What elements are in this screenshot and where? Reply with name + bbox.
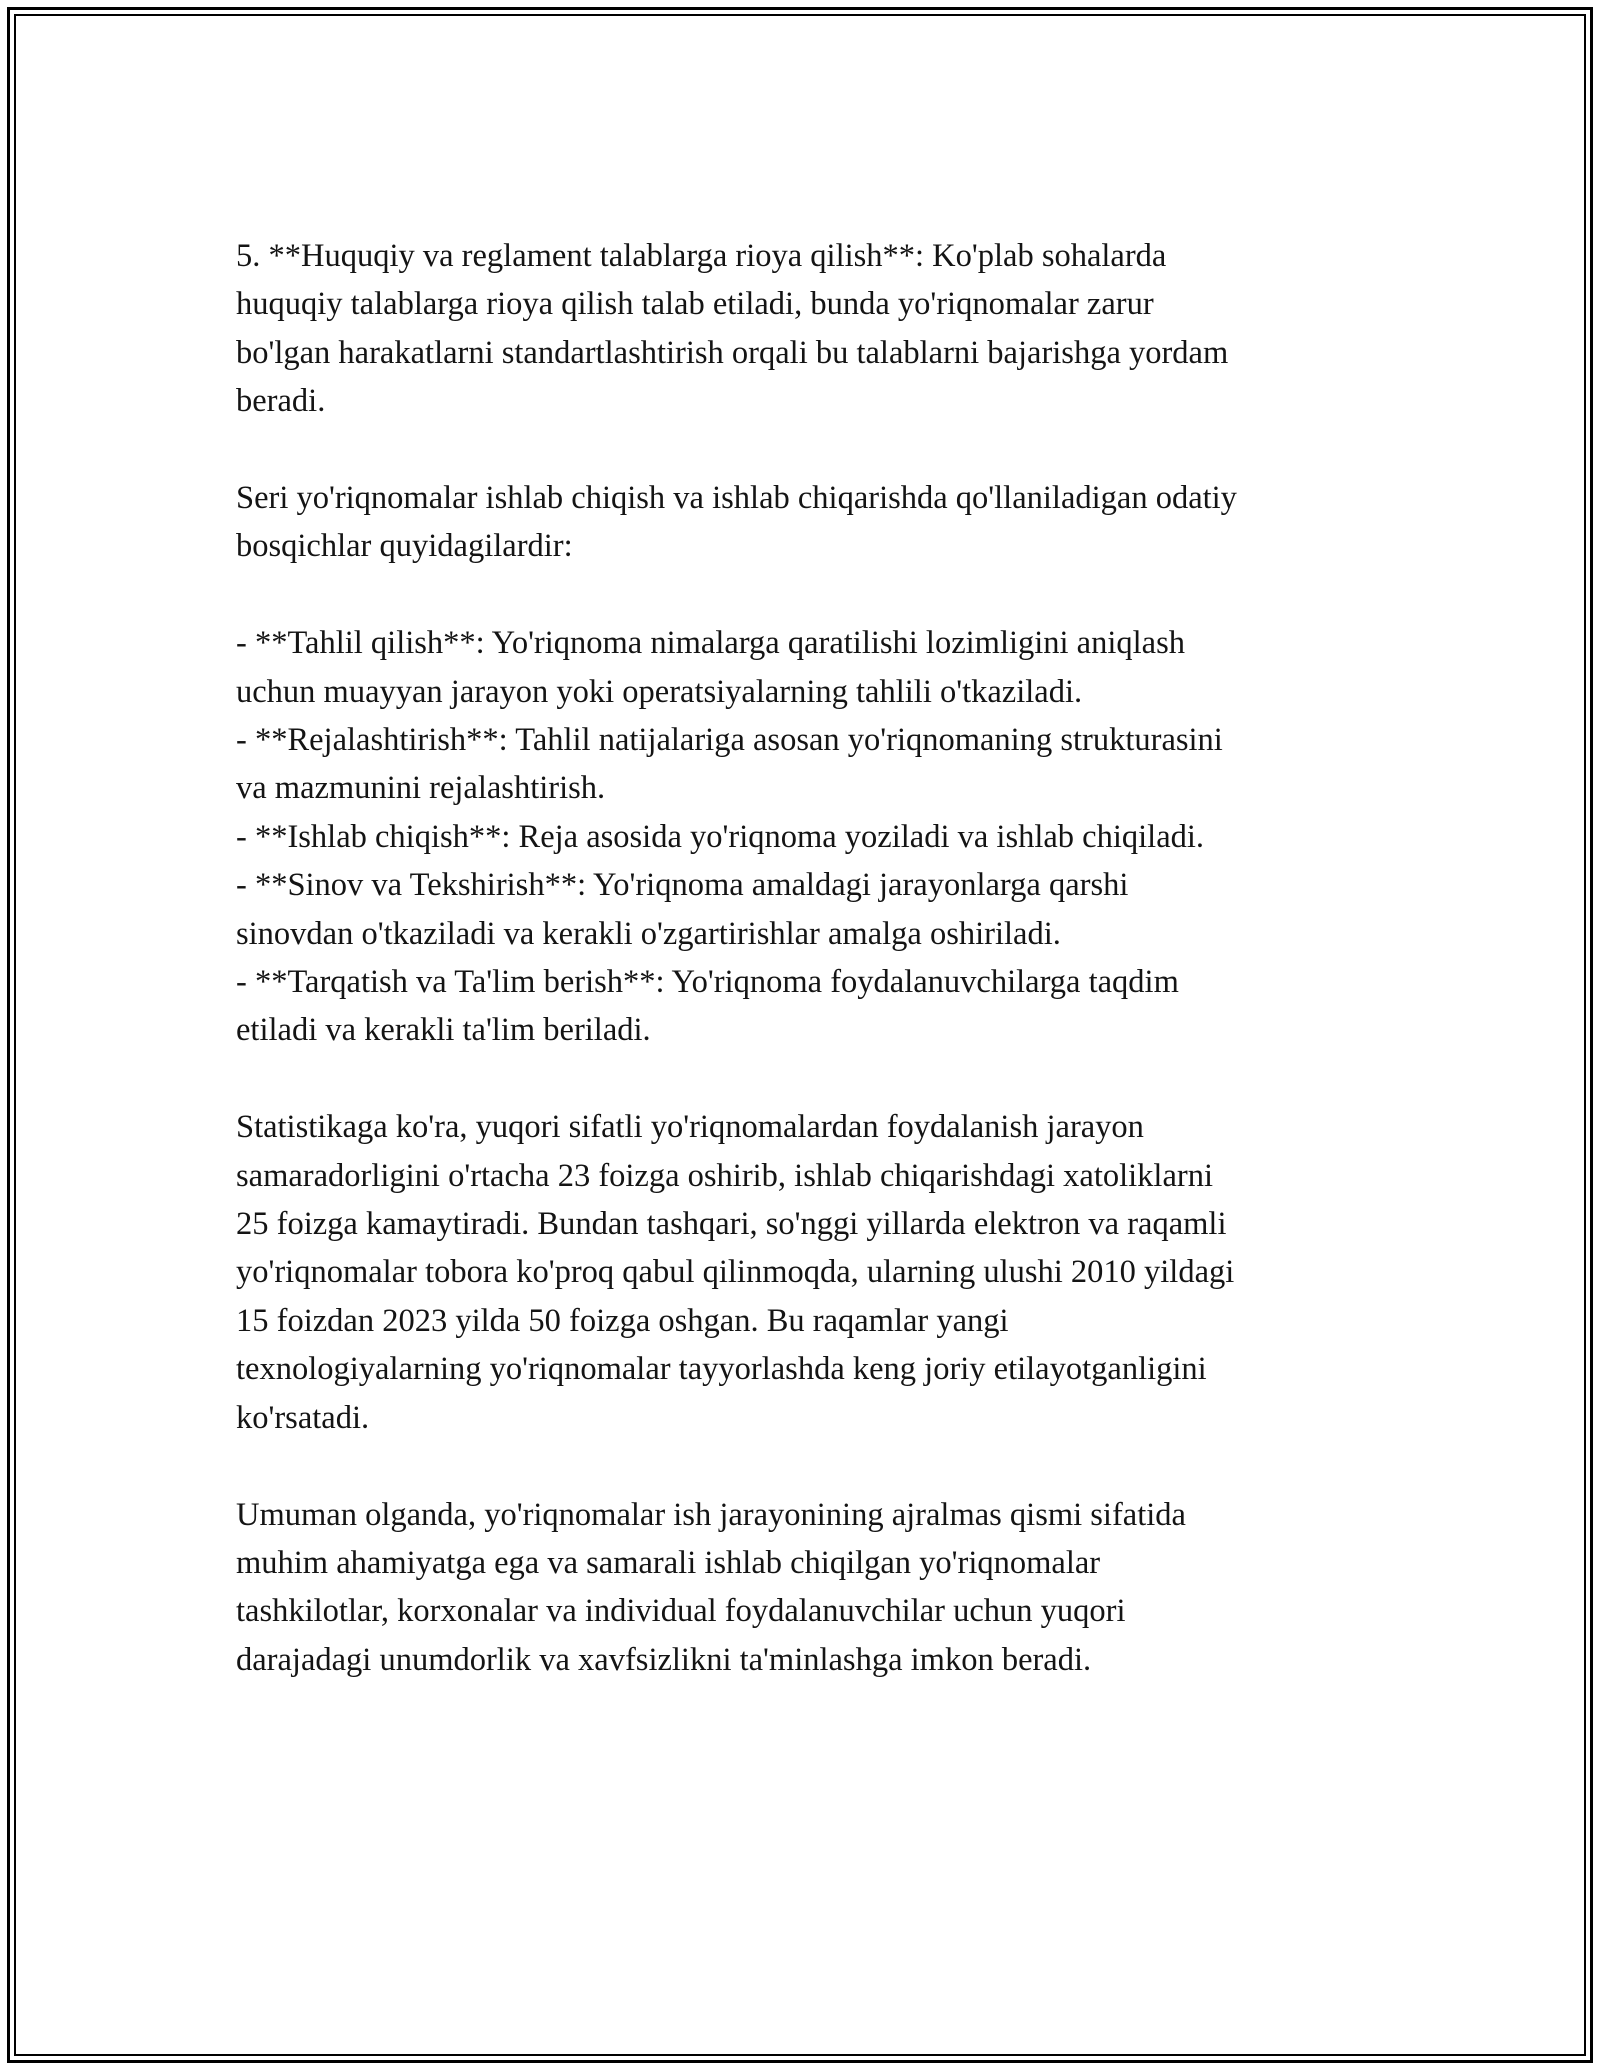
text-line: yo'riqnomalar tobora ko'proq qabul qilinmoqda, ularning ulushi 2010 yildagi: [236, 1254, 1235, 1291]
text-line: 25 foizga kamaytiradi. Bundan tashqari, so'nggi yillarda elektron va raqamli: [236, 1206, 1227, 1243]
text-line: bo'lgan harakatlarni standartlashtirish orqali bu talablarni bajarishga yordam: [236, 334, 1229, 371]
text-line: beradi.: [236, 383, 326, 420]
list-item-line: - **Rejalashtirish**: Tahlil natijalariga asosan yo'riqnomaning strukturasini: [236, 722, 1223, 759]
list-item-line: etiladi va kerakli ta'lim beriladi.: [236, 1012, 651, 1049]
list-item-line: - **Sinov va Tekshirish**: Yo'riqnoma amaldagi jarayonlarga qarshi: [236, 867, 1129, 904]
list-item-line: va mazmunini rejalashtirish.: [236, 770, 606, 807]
text-line: muhim ahamiyatga ega va samarali ishlab chiqilgan yo'riqnomalar: [236, 1544, 1101, 1581]
text-line: tashkilotlar, korxonalar va individual foydalanuvchilar uchun yuqori: [236, 1593, 1126, 1630]
paragraph-stages-intro: [236, 474, 1366, 571]
list-item-line: sinovdan o'tkaziladi va kerakli o'zgartirishlar amalga oshiriladi.: [236, 915, 1061, 952]
list-item-line: - **Tarqatish va Ta'lim berish**: Yo'riqnoma foydalanuvchilarga taqdim: [236, 964, 1179, 1001]
paragraph-legal-compliance: [236, 232, 1366, 426]
text-line: ko'rsatadi.: [236, 1399, 370, 1436]
paragraph-statistics: [236, 1103, 1366, 1442]
text-line: darajadagi unumdorlik va xavfsizlikni ta'minlashga imkon beradi.: [236, 1641, 1092, 1678]
text-line: Umuman olganda, yo'riqnomalar ish jarayonining ajralmas qismi sifatida: [236, 1496, 1186, 1533]
document-body: [236, 232, 1366, 1684]
list-item-line: - **Tahlil qilish**: Yo'riqnoma nimalarga qaratilishi lozimligini aniqlash: [236, 625, 1185, 662]
text-line: bosqichlar quyidagilardir:: [236, 528, 573, 565]
paragraph-stages-list: [236, 619, 1366, 1055]
text-line: 5. **Huquqiy va reglament talablarga rioya qilish**: Ko'plab sohalarda: [236, 238, 1167, 274]
list-item-line: uchun muayyan jarayon yoki operatsiyalarning tahlili o'tkaziladi.: [236, 673, 1083, 710]
text-line: Statistikaga ko'ra, yuqori sifatli yo'riqnomalardan foydalanish jarayon: [236, 1109, 1144, 1146]
text-line: Seri yo'riqnomalar ishlab chiqish va ishlab chiqarishda qo'llaniladigan odatiy: [236, 480, 1237, 517]
text-line: samaradorligini o'rtacha 23 foizga oshirib, ishlab chiqarishdagi xatoliklarni: [236, 1157, 1213, 1194]
text-line: texnologiyalarning yo'riqnomalar tayyorlashda keng joriy etilayotganligini: [236, 1351, 1207, 1388]
list-item-line: - **Ishlab chiqish**: Reja asosida yo'riqnoma yoziladi va ishlab chiqiladi.: [236, 818, 1205, 855]
paragraph-conclusion: [236, 1491, 1366, 1685]
text-line: 15 foizdan 2023 yilda 50 foizga oshgan. Bu raqamlar yangi: [236, 1302, 1009, 1339]
text-line: huquqiy talablarga rioya qilish talab etiladi, bunda yo'riqnomalar zarur: [236, 286, 1154, 323]
